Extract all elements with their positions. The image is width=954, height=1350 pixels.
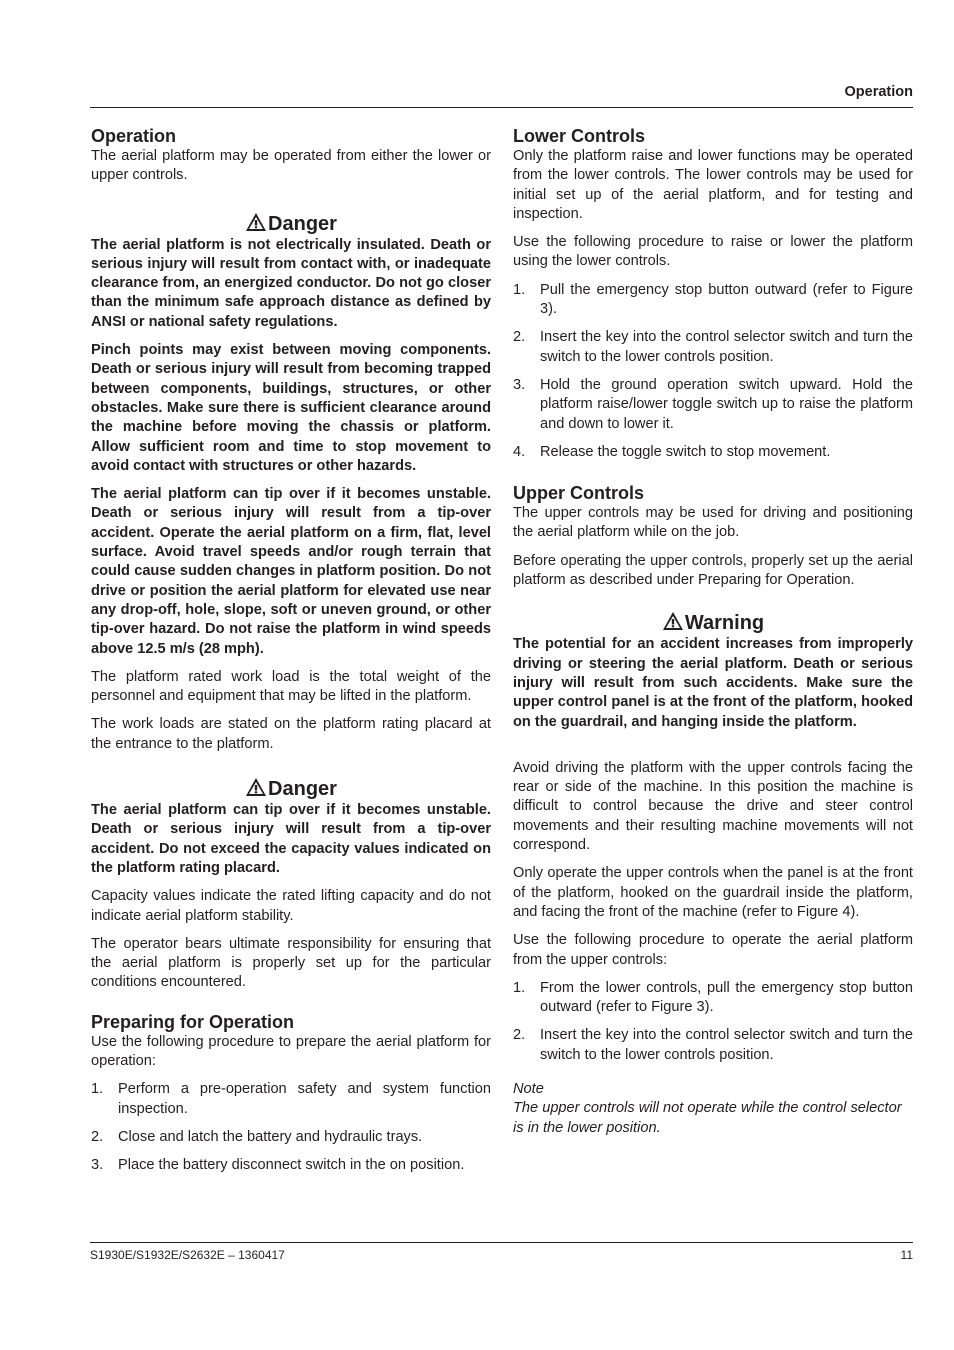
danger-callout xyxy=(91,777,491,801)
avoid-paragraph: Avoid driving the platform with the upper controls facing the rear or side of the machine. In this position the machine is difficult to control because the drive and steer control movements and their resulting machine movements will not correspond. xyxy=(513,759,913,854)
lower-controls-steps xyxy=(513,281,913,462)
danger-capacity-text: The aerial platform can tip over if it becomes unstable. Death or serious injury will result from a tip-over accident. Do not exceed the capacity values indicated on the platform rating placard. xyxy=(91,802,491,876)
upper-controls-steps xyxy=(513,979,913,1065)
list-item: 1. Pull the emergency stop button outward (refer to Figure 3). xyxy=(513,281,913,318)
warning-label: Warning xyxy=(684,612,765,635)
upper-controls-heading: Upper Controls xyxy=(513,483,645,504)
danger-label: Danger xyxy=(268,778,337,801)
list-item: 1. From the lower controls, pull the emergency stop button outward (refer to Figure 3). xyxy=(513,979,913,1016)
list-item: 4. Release the toggle switch to stop movement. xyxy=(513,443,831,460)
operation-heading: Operation xyxy=(91,126,177,146)
operation-intro: The aerial platform may be operated from either the lower or upper controls. xyxy=(91,148,491,184)
only-operate-paragraph: Only operate the upper controls when the panel is at the front of the platform, hooked on the guardrail inside the platform, and facing the front of the machine (refer to Figure 4). xyxy=(513,865,913,920)
capacity-paragraph: Capacity values indicate the rated lifting capacity and do not indicate aerial platform stability. xyxy=(91,888,491,924)
note-label: Note xyxy=(513,1080,544,1097)
left-column xyxy=(91,126,491,1184)
list-item: 1. Perform a pre-operation safety and system function inspection. xyxy=(91,1081,491,1117)
preparing-steps xyxy=(91,1080,491,1175)
danger-callout xyxy=(91,212,491,236)
upper-controls-setup: Before operating the upper controls, properly set up the aerial platform as described under Preparing for Operation. xyxy=(513,552,913,589)
page-header-title: Operation xyxy=(844,84,913,100)
list-item: 2. Insert the key into the control selector switch and turn the switch to the lower controls position. xyxy=(513,1027,913,1063)
warning-callout xyxy=(513,611,913,635)
lower-controls-procedure-intro: Use the following procedure to raise or lower the platform using the lower controls. xyxy=(513,234,913,270)
list-item: 2. Insert the key into the control selector switch and turn the switch to the lower controls position. xyxy=(513,329,913,365)
warning-triangle-icon xyxy=(245,212,267,232)
footer-doc-id: S1930E/S1932E/S2632E – 1360417 xyxy=(90,1248,285,1262)
work-load-placard-paragraph: The work loads are stated on the platform rating placard at the entrance to the platform. xyxy=(91,716,491,752)
header-rule xyxy=(90,107,913,108)
responsibility-paragraph: The operator bears ultimate responsibility for ensuring that the aerial platform is properly set up for the particular conditions encountered. xyxy=(91,935,491,991)
warning-triangle-icon xyxy=(245,777,267,797)
warning-text: The potential for an accident increases from improperly driving or steering the aerial platform. Death or serious injury will result from such accidents. Make sure the upper control panel is at the front of the platform, hooked on the guardrail, and hanging inside the platform. xyxy=(513,636,913,730)
page-number: 11 xyxy=(900,1248,913,1262)
danger-electrical-text: The aerial platform is not electrically insulated. Death or serious injury will result from contact with, or inadequate clearance from, an energized conductor. Do not go closer than the minimum safe approach distance as defined by ANSI or national safety regulations. xyxy=(91,236,491,330)
danger-pinch-text: Pinch points may exist between moving components. Death or serious injury will result from becoming trapped between components, buildings, structures, or other obstacles. Make sure there is sufficient clearance around the machine before moving the chassis or platform. Allow sufficient room and time to stop movement to avoid contact with structures or other hazards. xyxy=(91,342,491,474)
list-item: 2. Close and latch the battery and hydraulic trays. xyxy=(91,1128,423,1145)
note-text: The upper controls will not operate while the control selector is in the lower position. xyxy=(513,1100,902,1136)
danger-tipover-text: The aerial platform can tip over if it becomes unstable. Death or serious injury will result from a tip-over accident. Operate the aerial platform on a firm, flat, level surface. Avoid travel speeds and/or rough terrain that could cause sudden changes in platform position. Do not drive or position the aerial platform for elevated use near any drop-off, hole, slope, soft or uneven ground, or other tip-over hazard. Do not raise the platform in wind speeds above 12.5 m/s (28 mph). xyxy=(91,486,491,657)
list-item: 3. Hold the ground operation switch upward. Hold the platform raise/lower toggle switch up to raise the platform and down to lower it. xyxy=(513,376,913,432)
footer-rule xyxy=(90,1242,913,1243)
preparing-heading: Preparing for Operation xyxy=(91,1011,295,1032)
danger-label: Danger xyxy=(268,212,337,235)
list-item: 3. Place the battery disconnect switch in the on position. xyxy=(91,1157,465,1174)
upper-procedure-intro: Use the following procedure to operate the aerial platform from the upper controls: xyxy=(513,932,913,968)
right-column xyxy=(513,126,913,1138)
upper-controls-intro: The upper controls may be used for driving and positioning the aerial platform while on the job. xyxy=(513,505,913,541)
lower-controls-heading: Lower Controls xyxy=(513,126,646,146)
warning-triangle-icon xyxy=(662,611,684,631)
lower-controls-intro: Only the platform raise and lower functions may be operated from the lower controls. The lower controls may be used for initial set up of the aerial platform, and for testing and inspection. xyxy=(513,148,913,222)
preparing-intro: Use the following procedure to prepare the aerial platform for operation: xyxy=(91,1033,491,1069)
work-load-paragraph: The platform rated work load is the total weight of the personnel and equipment that may be lifted in the platform. xyxy=(91,668,491,705)
